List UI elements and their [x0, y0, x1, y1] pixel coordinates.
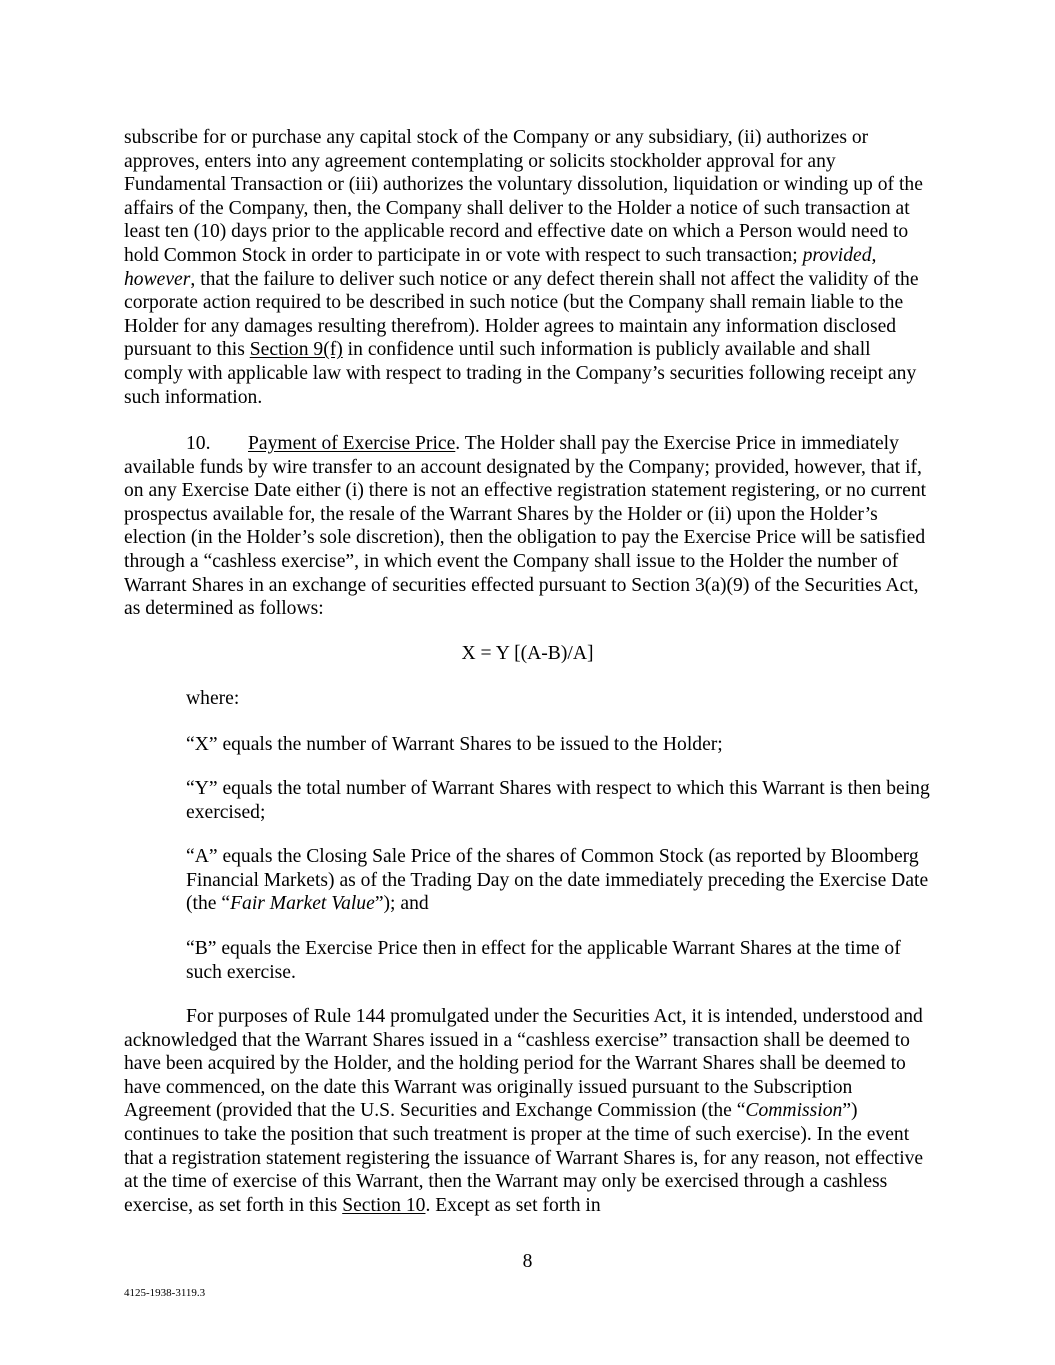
paragraph-text: . The Holder shall pay the Exercise Price in immediately available funds by wire transfer to an account designated by the Company; provided, however, that if, on any Exercise Date either (i) there is not an effective registration statement registering, or no current prospectus available for, the resale of the Warrant Shares by the Holder or (ii) upon the Holder’s election (in the Holder’s sole discretion), then the obligation to pay the Exercise Price will be satisfied through a “cashless exercise”, in which event the Company shall issue to the Holder the number of Warrant Shares in an exchange of securities effected pursuant to Section 3(a)(9) of the Securities Act, as determined as follows:: [124, 433, 927, 620]
italic-term: Commission: [745, 1100, 843, 1122]
definition-a: [186, 845, 932, 916]
rule-144-paragraph: [124, 1005, 932, 1217]
paragraph-text: For purposes of Rule 144 promulgated under the Securities Act, it is intended, understood and acknowledged that the Warrant Shares issued in a “cashless exercise” transaction shall be deemed to have been acquired by the Holder, and the holding period for the Warrant Shares shall be deemed to have commenced, on the date this Warrant was originally issued pursuant to the Subscription Agreement (provided that the U.S. Securities and Exchange Commission (the “: [124, 1006, 923, 1122]
italic-term: provided, however: [124, 244, 877, 290]
section-heading: Payment of Exercise Price: [248, 433, 456, 454]
where-label: where:: [186, 688, 240, 709]
formula: X = Y [(A-B)/A]: [461, 643, 594, 664]
definition-x: “X” equals the number of Warrant Shares to be issued to the Holder;: [186, 734, 723, 755]
page-number: 8: [522, 1251, 533, 1272]
section-number: 10.: [186, 433, 211, 454]
paragraph-text: subscribe for or purchase any capital stock of the Company or any subsidiary, (ii) authorizes or approves, enters into any agreement contemplating or solicits stockholder approval for any Fundamental Transaction or (iii) authorizes the voluntary dissolution, liquidation or winding up of the affairs of the Company, then, the Company shall deliver to the Holder a notice of such transaction at least ten (10) days prior to the applicable record and effective date on which a Person would need to hold Common Stock in order to participate in or vote with respect to such transaction;: [124, 127, 923, 266]
paragraph-text: ”) continues to take the position that such treatment is proper at the time of such exercise). In the event that a registration statement registering the issuance of Warrant Shares is, for any reason, not effective at the time of exercise of this Warrant, then the Warrant may only be exercised through a cashless exercise, as set forth in this: [124, 1100, 924, 1216]
continuation-paragraph: [124, 126, 932, 409]
paragraph-text: , that the failure to deliver such notice or any defect therein shall not affect the validity of the corporate action required to be described in such notice (but the Company shall remain liable to the Holder for any damages resulting therefrom). Holder agrees to maintain any information disclosed pursuant to this: [124, 268, 919, 361]
section-reference: Section 10: [342, 1194, 426, 1216]
definition-b: “B” equals the Exercise Price then in effect for the applicable Warrant Shares at the time of such exercise.: [186, 938, 901, 983]
definition-y: “Y” equals the total number of Warrant Shares with respect to which this Warrant is then being exercised;: [186, 778, 930, 823]
section-10-paragraph: [124, 432, 932, 621]
paragraph-text: in confidence until such information is publicly available and shall comply with applicable law with respect to trading in the Company’s securities following receipt any such information.: [124, 339, 917, 408]
paragraph-text: . Except as set forth in: [425, 1194, 601, 1216]
definition-text: ”); and: [374, 893, 429, 915]
italic-term: Fair Market Value: [230, 893, 375, 915]
definition-text: “A” equals the Closing Sale Price of the shares of Common Stock (as reported by Bloomberg Financial Markets) as of the Trading Day on the date immediately preceding the Exercise Date (the “: [186, 846, 929, 915]
document-id: 4125-1938-3119.3: [124, 1287, 206, 1299]
section-reference: Section 9(f): [249, 339, 343, 361]
